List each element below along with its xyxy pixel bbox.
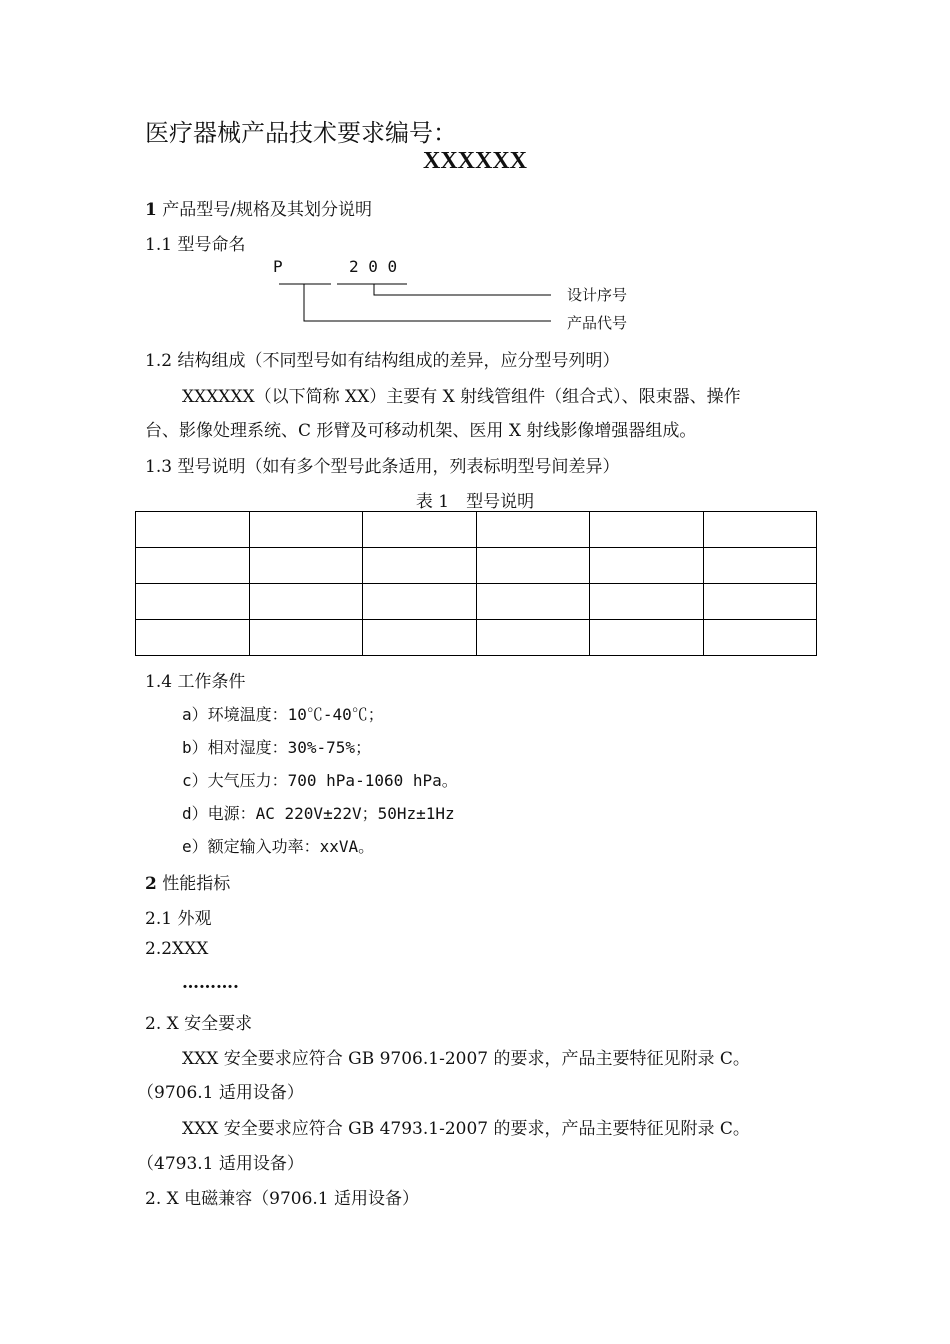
ellipsis: ………. — [182, 973, 239, 993]
section-2-heading — [145, 869, 230, 894]
table-cell — [136, 584, 250, 620]
section-1-text: 产品型号/规格及其划分说明 — [162, 200, 372, 220]
table-cell — [136, 620, 250, 656]
diagram-number-label: 2 0 0 — [349, 257, 398, 276]
section-1-3-heading: 1.3 型号说明（如有多个型号此条适用，列表标明型号间差异） — [145, 457, 620, 477]
structure-paragraph-line-2: 台、影像处理系统、C 形臂及可移动机架、医用 X 射线影像增强器组成。 — [145, 421, 697, 441]
condition-temperature: a）环境温度：10℃-40℃； — [182, 705, 384, 724]
table-cell — [590, 512, 704, 548]
table-cell — [590, 548, 704, 584]
table-caption: 表 1 型号说明 — [415, 492, 535, 512]
table-cell — [476, 584, 590, 620]
table-cell — [476, 548, 590, 584]
table-cell — [136, 548, 250, 584]
table-row — [136, 584, 817, 620]
safety-paragraph-2-note: （4793.1 适用设备） — [137, 1154, 304, 1174]
table-row — [136, 548, 817, 584]
diagram-p-label: P — [273, 257, 283, 276]
section-1-number: 1 — [145, 200, 157, 220]
safety-paragraph-1: XXX 安全要求应符合 GB 9706.1-2007 的要求，产品主要特征见附录 C。 — [182, 1049, 750, 1069]
condition-power-supply: d）电源：AC 220V±22V；50Hz±1Hz — [182, 804, 455, 823]
table-cell — [249, 620, 363, 656]
document-title: 医疗器械产品技术要求编号： — [145, 119, 457, 147]
safety-heading: 2. X 安全要求 — [145, 1014, 253, 1034]
table-cell — [249, 548, 363, 584]
table-cell — [590, 620, 704, 656]
section-1-1-heading: 1.1 型号命名 — [145, 235, 246, 255]
table-cell — [590, 584, 704, 620]
model-table — [135, 511, 817, 656]
table-cell — [476, 512, 590, 548]
table-cell — [363, 620, 477, 656]
emc-heading: 2. X 电磁兼容（9706.1 适用设备） — [145, 1189, 420, 1209]
table-cell — [703, 620, 817, 656]
section-2-text: 性能指标 — [162, 874, 231, 894]
safety-paragraph-1-note: （9706.1 适用设备） — [137, 1083, 304, 1103]
model-naming-diagram — [0, 0, 950, 340]
diagram-design-seq-label: 设计序号 — [567, 286, 628, 304]
leader-product-code — [304, 284, 551, 321]
section-1-4-heading: 1.4 工作条件 — [145, 672, 246, 692]
section-2-number: 2 — [145, 874, 157, 894]
table-row — [136, 512, 817, 548]
condition-humidity: b）相对湿度：30%-75%； — [182, 738, 372, 757]
table-cell — [703, 548, 817, 584]
table-cell — [703, 584, 817, 620]
table-cell — [363, 584, 477, 620]
diagram-product-code-label: 产品代号 — [567, 314, 628, 332]
condition-input-power: e）额定输入功率：xxVA。 — [182, 837, 375, 856]
table-cell — [363, 548, 477, 584]
table-cell — [703, 512, 817, 548]
table-cell — [363, 512, 477, 548]
section-2-2-heading: 2.2XXX — [145, 939, 209, 959]
leader-design-seq — [374, 284, 551, 295]
safety-paragraph-2: XXX 安全要求应符合 GB 4793.1-2007 的要求，产品主要特征见附录 C。 — [182, 1119, 750, 1139]
table-cell — [476, 620, 590, 656]
table-cell — [249, 584, 363, 620]
section-1-2-heading: 1.2 结构组成（不同型号如有结构组成的差异，应分型号列明） — [145, 351, 620, 371]
table-cell — [136, 512, 250, 548]
table-row — [136, 620, 817, 656]
condition-pressure: c）大气压力：700 hPa-1060 hPa。 — [182, 771, 458, 790]
structure-paragraph-line-1: XXXXXX（以下简称 XX）主要有 X 射线管组件（组合式）、限束器、操作 — [182, 387, 741, 407]
table-cell — [249, 512, 363, 548]
section-2-1-heading: 2.1 外观 — [145, 909, 212, 929]
document-code: XXXXXX — [423, 148, 527, 174]
